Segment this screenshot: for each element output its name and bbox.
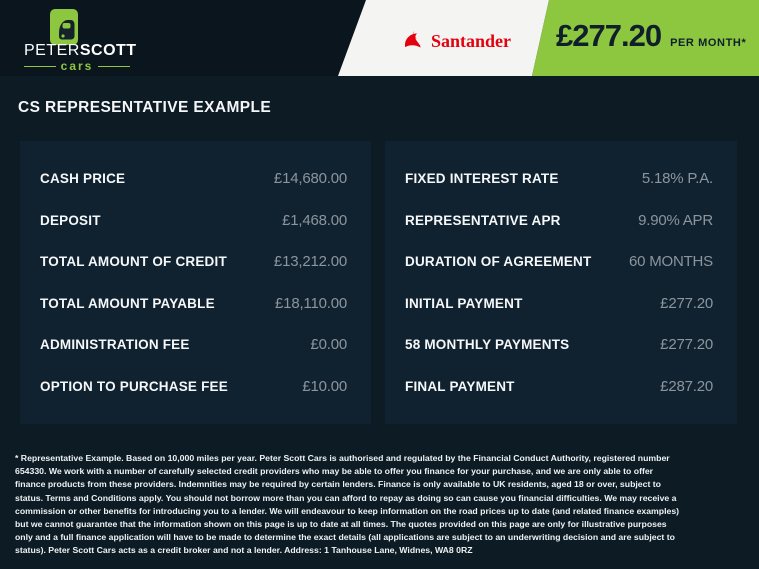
row-label: DURATION OF AGREEMENT [405, 254, 592, 270]
page-title: CS REPRESENTATIVE EXAMPLE [18, 99, 272, 116]
row-label: ADMINISTRATION FEE [40, 337, 190, 353]
row-value: £1,468.00 [282, 211, 347, 229]
divider-line [98, 66, 130, 67]
dealer-name-first: PETER [24, 42, 80, 59]
row-value: £277.20 [660, 336, 713, 354]
table-row [385, 283, 737, 325]
dealer-logo [22, 6, 137, 73]
table-row [20, 366, 371, 408]
dealer-sub-label [24, 59, 130, 73]
row-value: 5.18% P.A. [641, 170, 713, 188]
row-value: £0.00 [310, 336, 347, 354]
row-value: £287.20 [660, 377, 713, 395]
table-row [385, 366, 737, 408]
row-label: CASH PRICE [40, 171, 126, 187]
finance-table-right [385, 141, 737, 424]
row-value: £18,110.00 [275, 294, 347, 312]
row-label: DEPOSIT [40, 212, 101, 228]
lender-logo [402, 29, 511, 54]
row-label: OPTION TO PURCHASE FEE [40, 378, 228, 394]
row-value: £13,212.00 [273, 253, 347, 271]
row-value: 9.90% APR [638, 211, 713, 229]
lender-name: Santander [431, 31, 512, 51]
table-row [20, 241, 371, 283]
header-banner [0, 0, 759, 76]
row-value: 60 MONTHS [628, 253, 713, 271]
row-label: REPRESENTATIVE APR [405, 212, 561, 228]
dealer-name [24, 42, 137, 60]
row-value: £10.00 [302, 377, 347, 395]
table-row [385, 241, 737, 283]
table-row [20, 158, 371, 200]
row-value: £277.20 [660, 294, 713, 312]
monthly-price: £277.20 [556, 18, 662, 53]
row-label: 58 MONTHLY PAYMENTS [405, 337, 570, 353]
monthly-price-lockup [556, 18, 746, 54]
dealer-sub-text: cars [60, 59, 94, 73]
row-label: FINAL PAYMENT [405, 378, 515, 394]
row-label: TOTAL AMOUNT OF CREDIT [40, 254, 227, 270]
divider-line [24, 66, 56, 67]
legal-disclaimer: * Representative Example. Based on 10,000 miles per year. Peter Scott Cars is authorised and regulated by the Financial Conduct Authority, registered number 654330. We work with a number of carefully selected credit providers who may be able to offer you finance for your purchase, and we are only able to offer finance products from these providers. Indemnities may be required by certain lenders. Finance is only available to UK residents, aged 18 or over, subject to status. Terms and Conditions apply. You should not borrow more than you can afford to repay as doing so can cause you financial difficulties. We may receive a commission or other benefits for introducing you to a lender. We will endeavour to keep information on the road prices up to date (and related finance examples) but we cannot guarantee that the information shown on this page is up to date at all times. The quotes provided on this page are only for illustrative purposes only and a full finance application will have to be made to determine the exact details (all applications are subject to an underwriting decision and are subject to status). Peter Scott Cars acts as a credit broker and not a lender. Address: 1 Tanhouse Lane, Widnes, WA8 0RZ [15, 453, 680, 556]
monthly-price-suffix: PER MONTH* [670, 37, 747, 49]
dealer-name-second: SCOTT [79, 42, 137, 59]
table-row [20, 283, 371, 325]
table-row [385, 158, 737, 200]
row-value: £14,680.00 [273, 170, 347, 188]
table-row [385, 200, 737, 242]
table-row [385, 324, 737, 366]
row-label: INITIAL PAYMENT [405, 295, 523, 311]
santander-flame-icon [402, 29, 426, 54]
row-label: TOTAL AMOUNT PAYABLE [40, 295, 215, 311]
table-row [20, 200, 371, 242]
finance-table-left [20, 141, 371, 424]
row-label: FIXED INTEREST RATE [405, 171, 559, 187]
table-row [20, 324, 371, 366]
